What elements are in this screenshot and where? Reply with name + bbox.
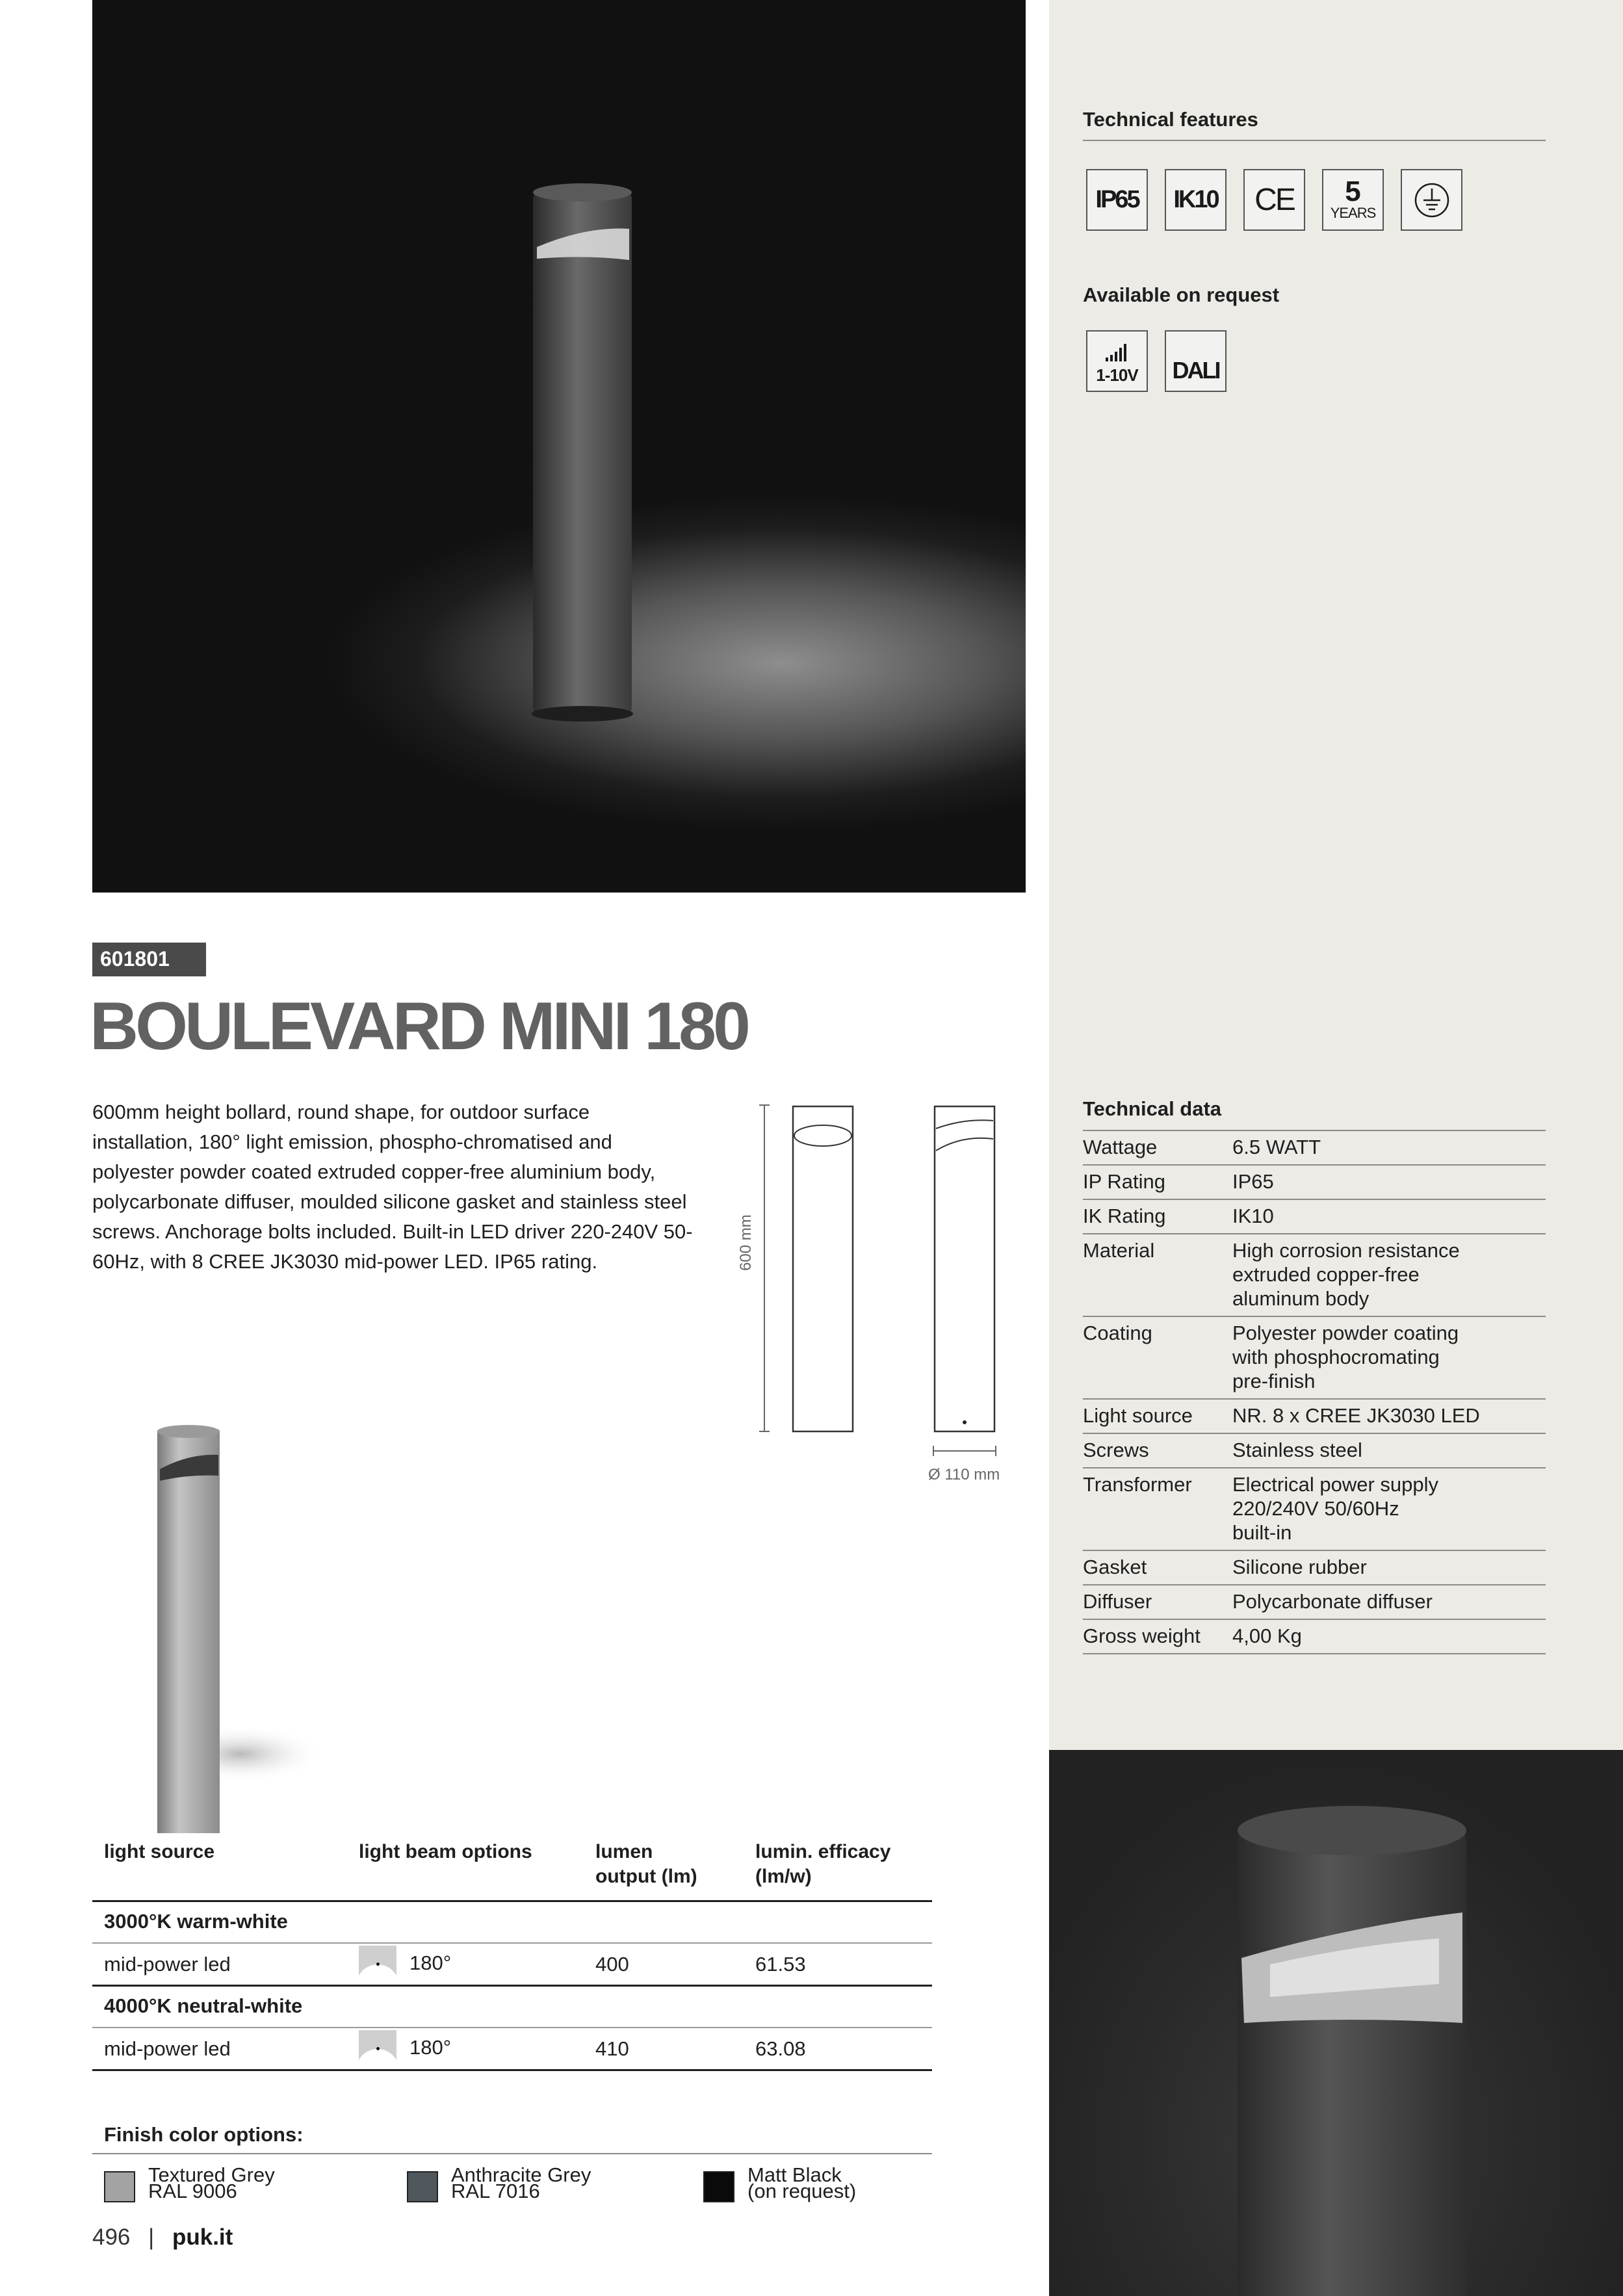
- table-row: Screws Stainless steel: [1083, 1433, 1546, 1467]
- color-swatch-anthracite-grey: [407, 2171, 438, 2202]
- ip65-icon: IP65: [1086, 169, 1148, 231]
- table-row: Gross weight 4,00 Kg: [1083, 1619, 1546, 1654]
- table-row: Light source NR. 8 x CREE JK3030 LED: [1083, 1398, 1546, 1433]
- page-number: 496: [92, 2224, 131, 2250]
- features-title: Technical features: [1083, 108, 1258, 131]
- product-render-image: [97, 1365, 370, 1833]
- swatch-label: Textured Grey RAL 9006: [148, 2163, 275, 2202]
- ground-earth-icon: [1401, 169, 1462, 231]
- table-row: Gasket Silicone rubber: [1083, 1550, 1546, 1584]
- product-code-badge: 601801: [92, 943, 206, 976]
- five-years-warranty-icon: 5 YEARS: [1322, 169, 1384, 231]
- table-row: Transformer Electrical power supply 220/240V 50/60Hz built-in: [1083, 1467, 1546, 1550]
- beam-180-icon: [359, 2030, 396, 2068]
- table-group-label: 4000°K neutral-white: [92, 1987, 932, 2028]
- finish-divider: [92, 2153, 932, 2154]
- table-row: Wattage 6.5 WATT: [1083, 1130, 1546, 1164]
- table-row: mid-power led 180° 400 61.53: [92, 1944, 932, 1987]
- beam-180-icon: [359, 1946, 396, 1983]
- product-description: 600mm height bollard, round shape, for outdoor surface installation, 180° light emission, phospho-chromatised and polyester powder coated extruded copper-free aluminium body, polycarbonate diffuser, moulded silicone gasket and stainless steel screws. Anchorage bolts included. Built-in LED driver 220-240V 50-60Hz, with 8 CREE JK3030 mid-power LED. IP65 rating.: [92, 1101, 693, 1273]
- table-row: Diffuser Polycarbonate diffuser: [1083, 1584, 1546, 1619]
- table-row: mid-power led 180° 410 63.08: [92, 2028, 932, 2071]
- dimension-drawing: [734, 1099, 1020, 1489]
- ik10-icon: IK10: [1165, 169, 1227, 231]
- dali-icon: DALI: [1165, 330, 1227, 392]
- detail-product-photo: [1049, 1750, 1623, 2296]
- table-header: light source light beam options lumen output (lm) lumin. efficacy (lm/w): [92, 1840, 932, 1902]
- light-beam-table: [92, 1840, 932, 2071]
- footer-separator: |: [148, 2224, 155, 2250]
- table-row: IK Rating IK10: [1083, 1199, 1546, 1233]
- height-dimension-label: 600 mm: [737, 1214, 755, 1271]
- dimming-1-10v-icon: 1-10V: [1086, 330, 1148, 392]
- table-group-label: 3000°K warm-white: [92, 1902, 932, 1944]
- table-row: Coating Polyester powder coating with phosphocromating pre-finish: [1083, 1316, 1546, 1398]
- product-title: BOULEVARD MINI 180: [90, 989, 747, 1064]
- technical-data-table: [1083, 1130, 1546, 1654]
- swatch-label: Matt Black (on request): [747, 2163, 857, 2202]
- table-row: Material High corrosion resistance extruded copper-free aluminum body: [1083, 1233, 1546, 1316]
- hero-product-photo: [92, 0, 1026, 893]
- diameter-dimension-label: Ø 110 mm: [928, 1466, 1000, 1483]
- color-swatch-textured-grey: [104, 2171, 135, 2202]
- request-title: Available on request: [1083, 283, 1280, 306]
- table-row: IP Rating IP65: [1083, 1164, 1546, 1199]
- swatch-label: Anthracite Grey RAL 7016: [451, 2163, 591, 2202]
- technical-data-title: Technical data: [1083, 1097, 1222, 1120]
- ce-mark-icon: CE: [1243, 169, 1305, 231]
- color-swatch-matt-black: [703, 2171, 734, 2202]
- finish-title: Finish color options:: [104, 2123, 304, 2146]
- features-divider: [1083, 140, 1546, 141]
- page-footer: [92, 2224, 233, 2250]
- site-link[interactable]: puk.it: [172, 2224, 233, 2250]
